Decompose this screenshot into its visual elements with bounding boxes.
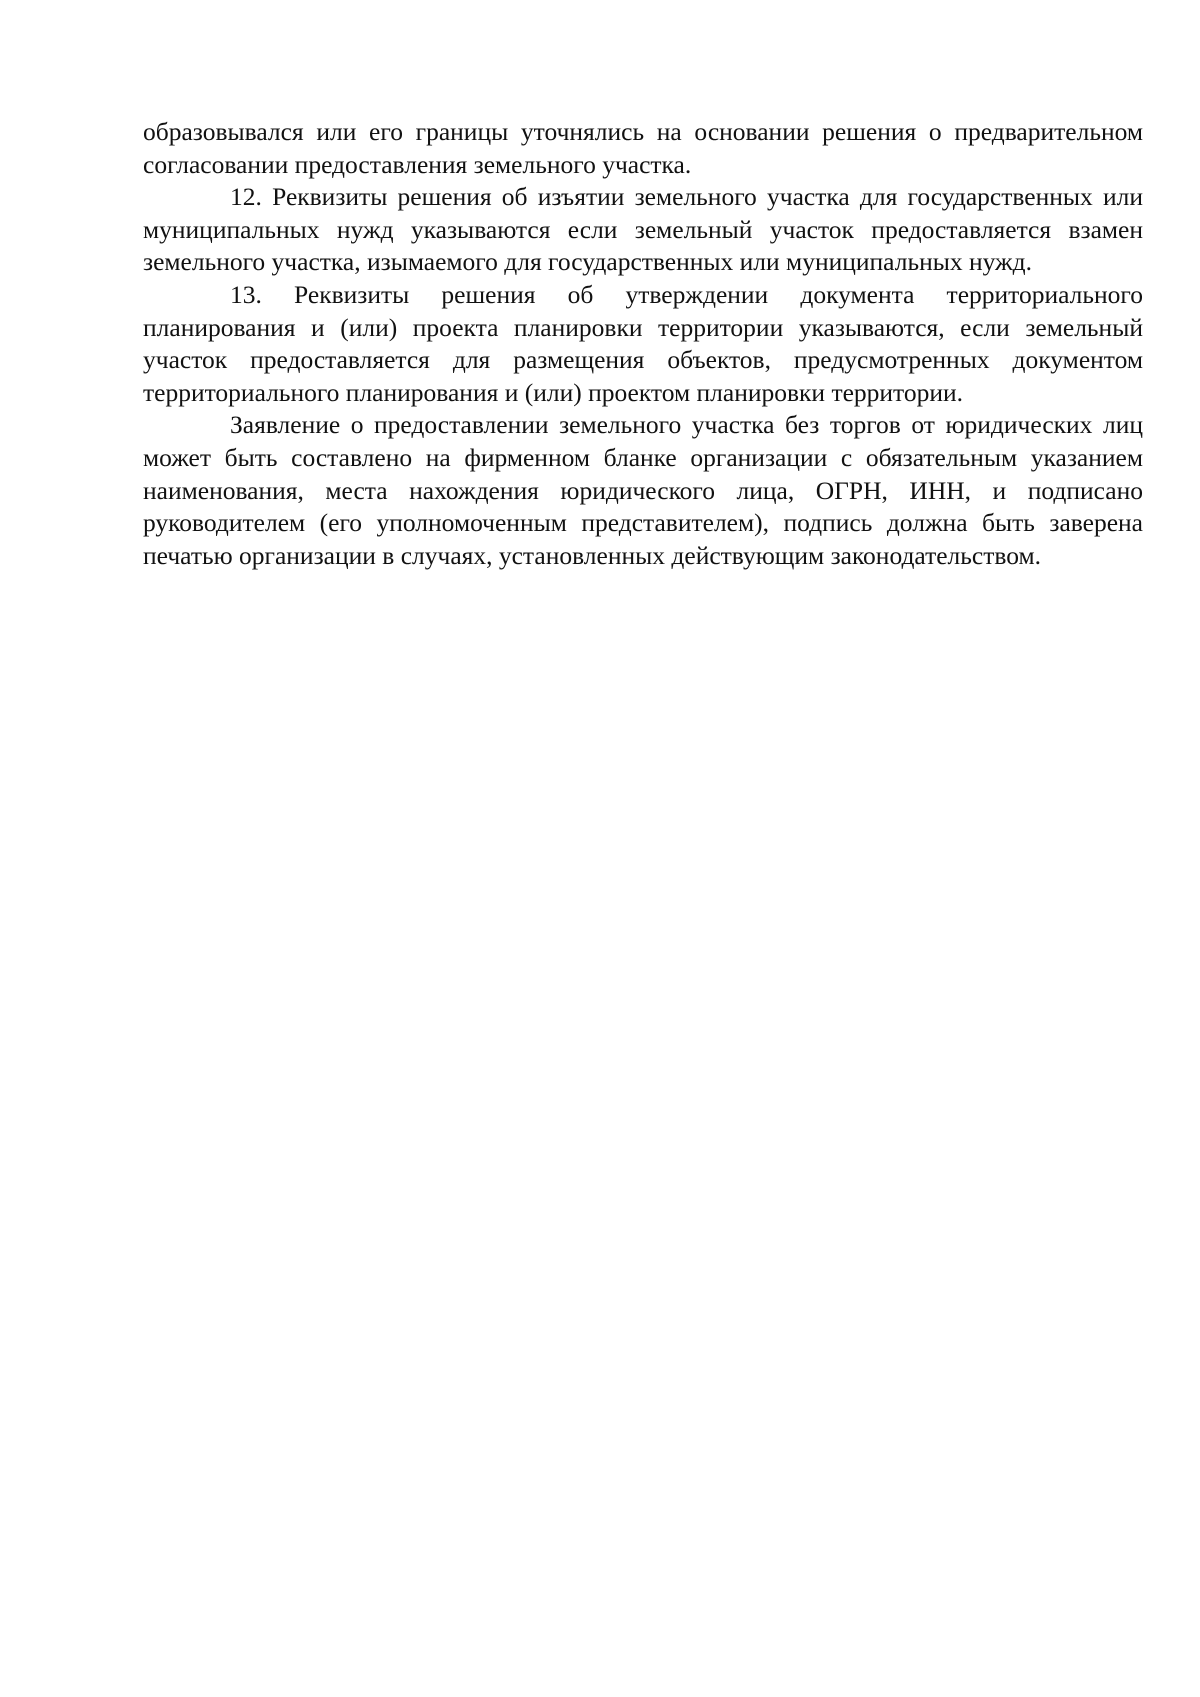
- document-body: [143, 116, 1143, 572]
- paragraph-item-12: 12. Реквизиты решения об изъятии земельного участка для государственных или муниципальных нужд указываются если земельный участок предоставляется взамен земельного участка, изымаемого для государственных или муниципальных нужд.: [143, 182, 1143, 277]
- paragraph-application-note: Заявление о предоставлении земельного участка без торгов от юридических лиц может быть составлено на фирменном бланке организации с обязательным указанием наименования, места нахождения юридического лица, ОГРН, ИНН, и подписано руководителем (его уполномоченным представителем), подпись должна быть заверена печатью организации в случаях, установленных действующим законодательством.: [143, 410, 1143, 570]
- paragraph-continuation: образовывался или его границы уточнялись на основании решения о предварительном согласовании предоставления земельного участка.: [143, 117, 1143, 179]
- paragraph-item-13: 13. Реквизиты решения об утверждении документа территориального планирования и (или) проекта планировки территории указываются, если земельный участок предоставляется для размещения объектов, предусмотренных документом территориального планирования и (или) проектом планировки территории.: [143, 279, 1143, 407]
